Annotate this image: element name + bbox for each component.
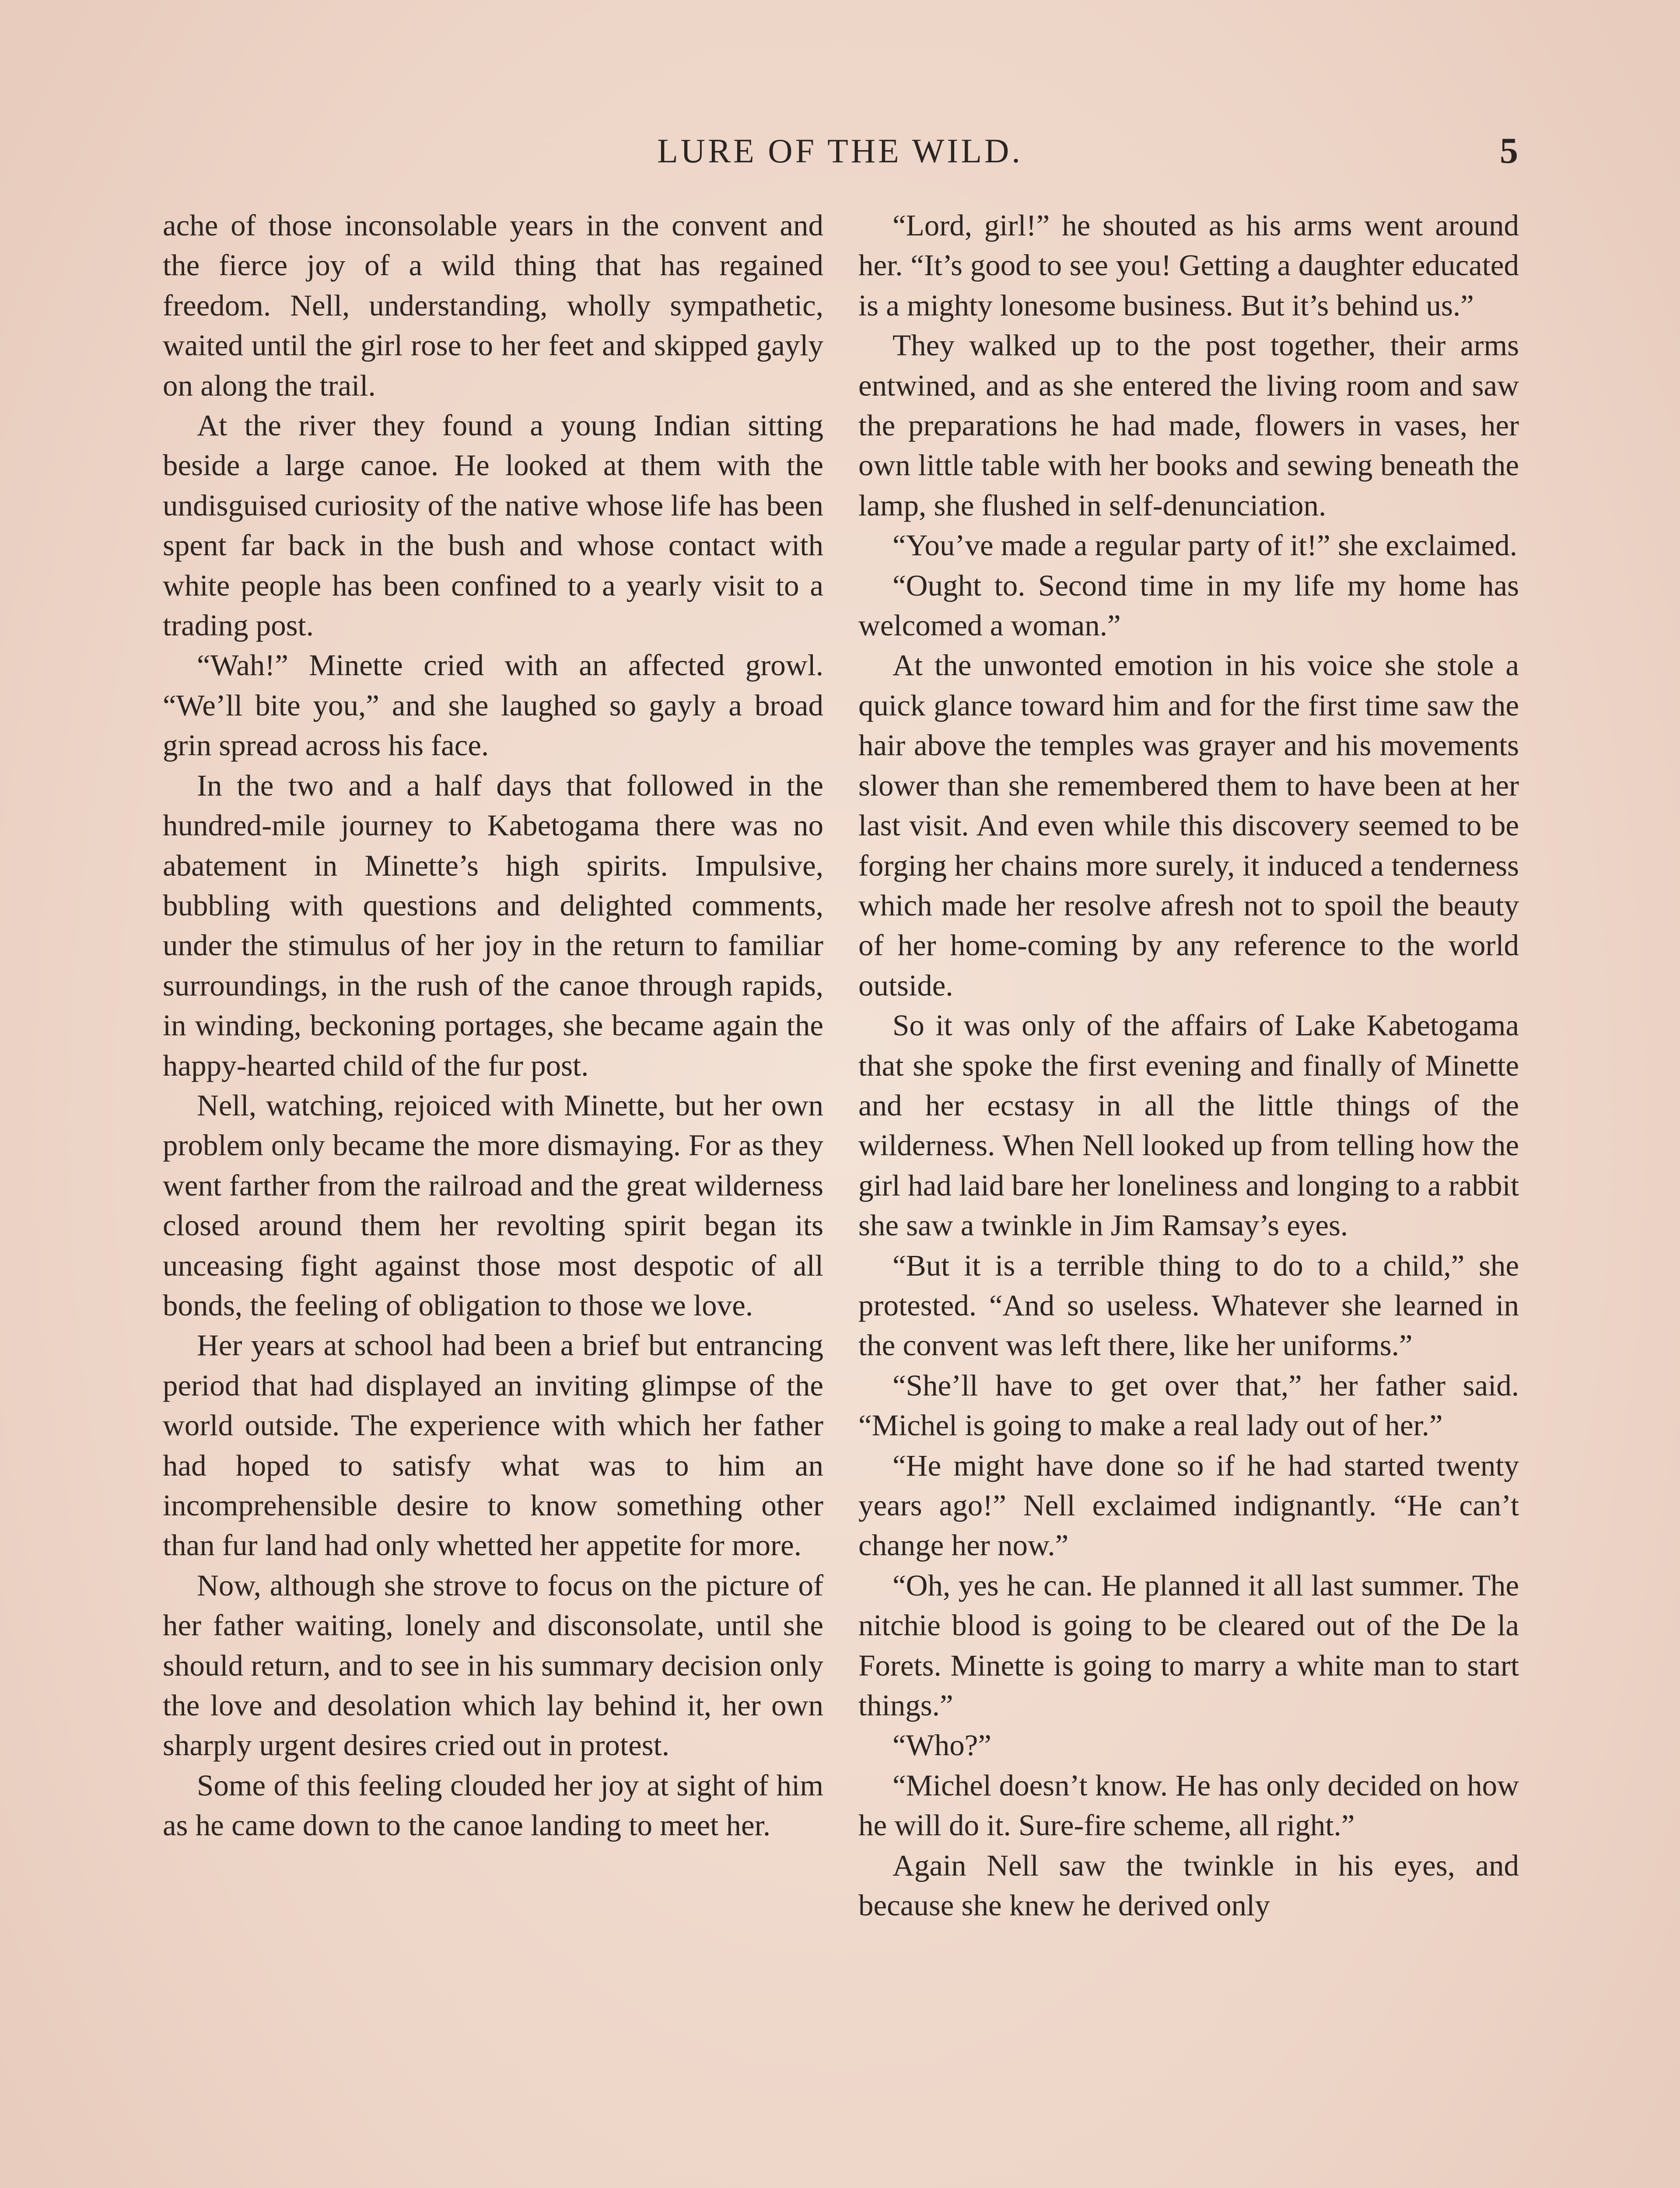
paragraph: “You’ve made a regular party of it!” she exclaimed. [892,529,1518,562]
paragraph: Nell, watching, rejoiced with Minette, but her own problem only became the more dismaying. For as they went farther from the railroad and the great wilderness closed around them her revolting spirit began its unceasing fight against those most despotic of all bonds, the feeling of obligation to those we love. [163,1088,823,1322]
paragraph: “Oh, yes he can. He planned it all last summer. The nitchie blood is going to be cleared out of the De la Forets. Minette is going to marry a white man to start things.” [858,1568,1519,1722]
paragraph: “He might have done so if he had started twenty years ago!” Nell exclaimed indignantly. “He can’t change her now.” [858,1448,1519,1562]
paragraph: “Lord, girl!” he shouted as his arms went around her. “It’s good to see you! Getting a daughter educated is a mighty lonesome business. But it’s behind us.” [858,209,1519,322]
paragraph: “She’ll have to get over that,” her father said. “Michel is going to make a real lady out of her.” [858,1368,1519,1442]
paragraph: “Who?” [892,1729,992,1762]
paragraph: “Wah!” Minette cried with an affected growl. “We’ll bite you,” and she laughed so gayly a broad grin spread across his face. [163,649,823,762]
right-column [858,206,1519,1925]
running-title: LURE OF THE WILD. [657,132,1023,170]
paragraph: Some of this feeling clouded her joy at sight of him as he came down to the canoe landing to meet her. [163,1768,823,1842]
paragraph: At the unwonted emotion in his voice she stole a quick glance toward him and for the first time saw the hair above the temples was grayer and his movements slower than she remembered them to have been at her last visit. And even while this discovery seemed to be forging her chains more surely, it induced a tenderness which made her resolve afresh not to spoil the beauty of her home-coming by any reference to the world outside. [858,649,1519,1002]
paragraph: At the river they found a young Indian sitting beside a large canoe. He looked at them with the undisguised curiosity of the native whose life has been spent far back in the bush and whose contact with white people has been confined to a yearly visit to a trading post. [163,409,823,642]
paragraph: So it was only of the affairs of Lake Kabetogama that she spoke the first evening and finally of Minette and her ecstasy in all the little things of the wilderness. When Nell looked up from telling how the girl had laid bare her loneliness and longing to a rabbit she saw a twinkle in Jim Ramsay’s eyes. [858,1009,1519,1242]
paragraph: In the two and a half days that followed in the hundred-mile journey to Kabetogama there was no abatement in Minette’s high spirits. Impulsive, bubbling with questions and delighted comments, under the stimulus of her joy in the return to familiar surroundings, in the rush of the canoe through rapids, in winding, beckoning portages, she became again the happy-hearted child of the fur post. [163,768,823,1082]
paragraph: “Ought to. Second time in my life my home has welcomed a woman.” [858,568,1519,642]
paragraph: ache of those inconsolable years in the convent and the fierce joy of a wild thing that has regained freedom. Nell, understanding, wholly sympathetic, waited until the girl rose to her feet and skipped gayly on along the trail. [163,209,823,402]
paragraph: Again Nell saw the twinkle in his eyes, and because she knew he derived only [858,1848,1519,1922]
paragraph: “But it is a terrible thing to do to a child,” she protested. “And so useless. Whatever she learned in the convent was left there, like her uniforms.” [858,1248,1519,1362]
paragraph: “Michel doesn’t know. He has only decided on how he will do it. Sure-fire scheme, all right.” [858,1768,1519,1842]
paragraph: Her years at school had been a brief but entrancing period that had displayed an inviting glimpse of the world outside. The experience with which her father had hoped to satisfy what was to him an incomprehensible desire to know something other than fur land had only whetted her appetite for more. [163,1329,823,1562]
paragraph: They walked up to the post together, their arms entwined, and as she entered the living room and saw the preparations he had made, flowers in vases, her own little table with her books and sewing beneath the lamp, she flushed in self-denunciation. [858,329,1519,522]
page-number: 5 [1500,130,1518,171]
paragraph: Now, although she strove to focus on the picture of her father waiting, lonely and disconsolate, until she should return, and to see in his summary decision only the love and desolation which lay behind it, her own sharply urgent desires cried out in protest. [163,1568,823,1762]
left-column [163,206,823,1846]
page-header [162,127,1518,179]
